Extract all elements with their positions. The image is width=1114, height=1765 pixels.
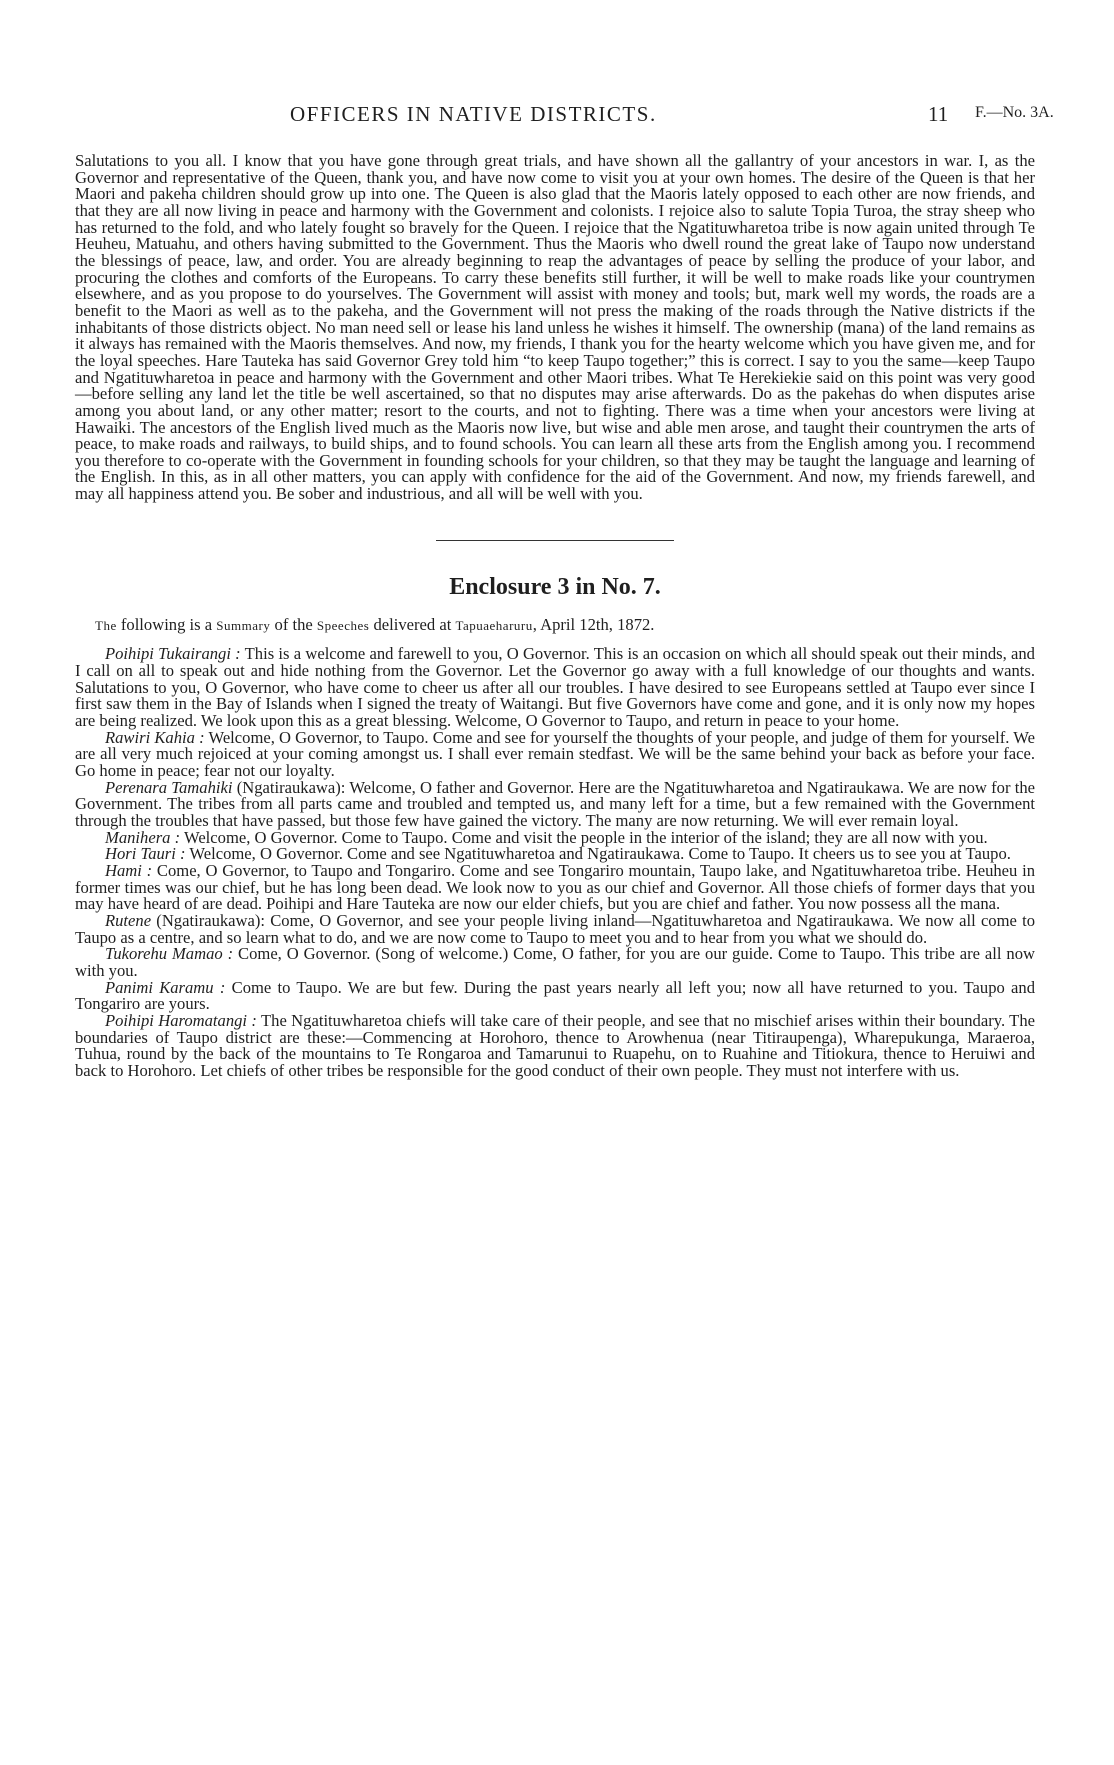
speech-text: Come to Taupo. We are but few. During the past years nearly all left you; now all have returned to you. Taupo and Tongariro are yours.	[75, 977, 1036, 1014]
page-number: 11	[928, 102, 949, 126]
document-reference: F.—No. 3A.	[975, 104, 1054, 121]
speech-paragraph	[75, 777, 1035, 830]
intro-the: The	[95, 617, 117, 633]
speech-text: Come, O Governor. (Song of welcome.) Come, O father, for you are our guide. Come to Taupo. This tribe are all now with you.	[75, 944, 1036, 980]
governor-speech-paragraph: Salutations to you all. I know that you have gone through great trials, and have shown all the gallantry of your ancestors in war. I, as the Governor and representative of the Queen, thank you, and have now come to visit you at your own homes. The desire of the Queen is that her Maori and pakeha children should grow up into one. The Queen is also glad that the Maoris lately opposed to each other are now friends, and that they are all now living in peace and harmony with the Government and colonists. I rejoice also to salute Topia Turoa, the stray sheep who has returned to the fold, and who lately fought so bravely for the Queen. I rejoice that the Ngatituwharetoa tribe is now again united through Te Heuheu, Matuahu, and others having submitted to the Government. Thus the Maoris who dwell round the great lake of Taupo now understand the blessings of peace, law, and order. You are already beginning to reap the advantages of peace by selling the produce of your labor, and procuring the clothes and comforts of the Europeans. To carry these benefits still further, it will be well to make roads like your countrymen elsewhere, and as you propose to do yourselves. The Government will assist with money and tools; but, mark well my words, the roads are a benefit to the Maori as well as to the pakeha, and the Government will not press the making of the roads through the Native districts if the inhabitants of those districts object. No man need sell or lease his land unless he wishes it himself. The ownership (mana) of the land remains as it always has remained with the Maoris themselves. And now, my friends, I thank you for the hearty welcome which you have given me, and for the loyal speeches. Hare Tauteka has said Governor Grey told him “to keep Taupo together;” this is correct. I say to you the same—keep Taupo and Ngatituwharetoa in peace and harmony with the Government and other Maori tribes. What Te Herekiekie said on this point was very good—before selling any land let the title be well ascertained, so that no disputes may arise afterwards. Do as the pakehas do when disputes arise among you about land, or any other matter; resort to the courts, and not to fighting. There was a time when your ancestors were living at Hawaiki. The ancestors of the English lived much as the Maoris now live, but wise and able men arose, and taught their countrymen the arts of peace, to make roads and railways, to build ships, and to found schools. You can learn all these arts from the English among you. I recommend you therefore to co-operate with the Government in founding schools for your children, so that they may be taught the language and learning of the English. In this, as in all other matters, you can apply with confidence for the aid of the Government. And now, my friends farewell, and may all happiness attend you. Be sober and industrious, and all will be well with you.	[75, 151, 1035, 504]
speech-paragraph	[75, 946, 1035, 979]
speech-text: (Ngatiraukawa): Come, O Governor, and see your people living inland—Ngatituwharetoa and Ngatiraukawa. We now all come to Taupo as a centre, and so learn what to do, and we are now come to Taupo to meet you and to hear from you what we should do.	[75, 910, 1035, 947]
speaker-name: Rutene	[105, 910, 152, 930]
speaker-name: Hori Tauri :	[105, 844, 186, 864]
speech-text: (Ngatiraukawa): Welcome, O father and Governor. Here are the Ngatituwharetoa and Ngatiraukawa. We are now for the Government. The tribes from all parts came and troubled and tempted us, and many left for a time, but a few remained with the Government through the troubles that have passed, but those few have gained the victory. The many are now returning. We will ever remain loyal.	[75, 777, 1035, 830]
intro-following: following is a	[120, 614, 213, 634]
enclosure-intro	[75, 614, 1035, 635]
speech-text: Welcome, O Governor, to Taupo. Come and see for yourself the thoughts of your people, and judge of them for yourself. We are all very much rejoiced at your coming amongst us. I shall ever remain stedfast. We will be the same behind your back as before your face. Go home in peace; fear not our loyalty.	[75, 727, 1035, 781]
running-title: OFFICERS IN NATIVE DISTRICTS.	[290, 102, 657, 126]
speech-paragraph	[75, 1010, 1035, 1080]
intro-delivered-at: delivered at	[373, 614, 452, 634]
intro-speeches: Speeches	[316, 617, 370, 633]
speaker-name: Manihera :	[105, 827, 181, 847]
speech-text: Welcome, O Governor. Come to Taupo. Come and visit the people in the interior of the island; they are all now with you.	[183, 827, 988, 847]
speech-text: Come, O Governor, to Taupo and Tongariro. Come and see Tongariro mountain, Taupo lake, and Ngatituwharetoa tribe. Heuheu in former times was our chief, but he has long been dead. We look now to you as our chief and Governor. All those chiefs of former days that you may have heard of are dead. Poihipi and Hare Tauteka are now our elder chiefs, but you are chief and father. You now possess all the mana.	[75, 860, 1035, 914]
intro-of-the: of the	[274, 614, 313, 634]
speech-text: The Ngatituwharetoa chiefs will take care of their people, and see that no mischief arises within their boundary. The boundaries of Taupo district are these:—Commencing at Horohoro, thence to Arowhenua (near Titiraupenga), Wharepukunga, Maraeroa, Tuhua, round by the back of the mountains to Te Rongaroa and Tamarunui to Ruapehu, on to Ruahine and Titiokura, thence to Heruiwi and back to Horohoro. Let chiefs of other tribes be responsible for the good conduct of their own people. They must not interfere with us.	[75, 1010, 1035, 1080]
intro-place: Tapuaeharuru	[455, 617, 533, 633]
speech-text: Welcome, O Governor. Come and see Ngatituwharetoa and Ngatiraukawa. Come to Taupo. It cheers us to see you at Taupo.	[189, 844, 1011, 864]
speaker-name: Tukorehu Mamao :	[105, 944, 234, 964]
speaker-name: Poihipi Tukairangi :	[105, 644, 241, 664]
speaker-name: Rawiri Kahia :	[105, 727, 205, 747]
speech-paragraph	[75, 977, 1036, 1014]
enclosure-title: Enclosure 3 in No. 7.	[449, 573, 661, 600]
speaker-name: Hami :	[105, 860, 153, 880]
speech-paragraph	[75, 910, 1035, 947]
speech-paragraph	[75, 860, 1035, 914]
speaker-name: Poihipi Haromatangi :	[105, 1010, 257, 1030]
speech-paragraph	[75, 727, 1035, 781]
page-header	[0, 102, 1114, 132]
speaker-name: Panimi Karamu :	[105, 977, 226, 997]
intro-date: , April 12th, 1872.	[532, 614, 655, 634]
document-body	[75, 153, 1035, 1080]
section-divider	[436, 540, 674, 541]
speech-text: This is a welcome and farewell to you, O Governor. This is an occasion on which all should speak out their minds, and I call on all to speak out and hide nothing from the Governor. Let the Governor go away with a full knowledge of our thoughts and wants. Salutations to you, O Governor, who have come to cheer us after all our troubles. I have desired to see Europeans settled at Taupo ever since I first saw them in the Bay of Islands when I signed the treaty of Waitangi. But five Governors have come and gone, and it is only now my hopes are being realized. We look upon this as a great blessing. Welcome, O Governor to Taupo, and return in peace to your home.	[75, 644, 1035, 731]
speaker-name: Perenara Tamahiki	[105, 777, 233, 797]
speech-paragraph	[75, 646, 1035, 729]
intro-summary: Summary	[216, 617, 271, 633]
